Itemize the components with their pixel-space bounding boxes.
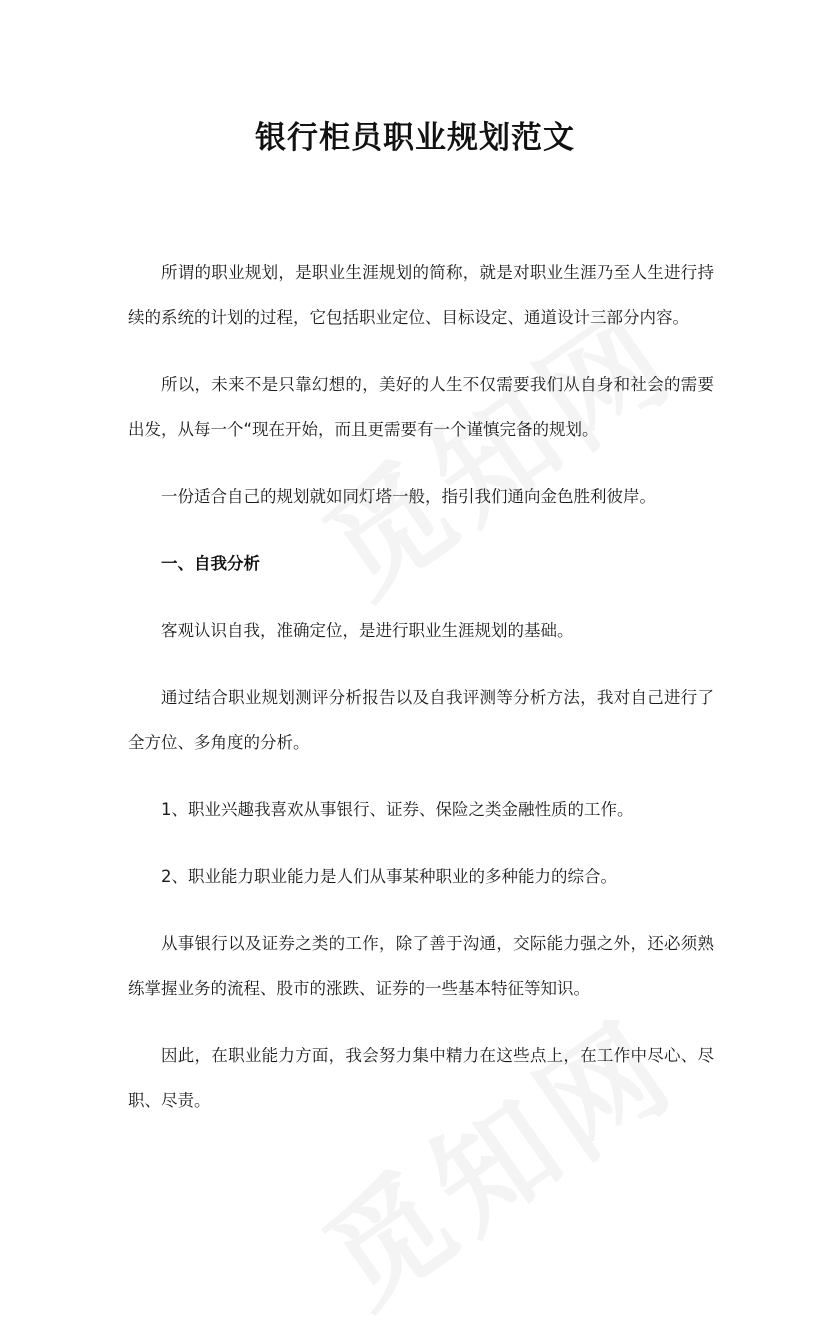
paragraph: 通过结合职业规划测评分析报告以及自我评测等分析方法，我对自己进行了全方位、多角度的分析。 <box>128 688 714 752</box>
paragraph: 所谓的职业规划，是职业生涯规划的简称，就是对职业生涯乃至人生进行持续的系统的计划的过程，它包括职业定位、目标设定、通道设计三部分内容。 <box>128 263 714 327</box>
document-title: 银行柜员职业规划范文 <box>255 120 575 156</box>
list-item: 1、职业兴趣我喜欢从事银行、证券、保险之类金融性质的工作。 <box>161 800 634 819</box>
paragraph: 所以，未来不是只靠幻想的，美好的人生不仅需要我们从自身和社会的需要出发，从每一个“现在开始，而且更需要有一个谨慎完备的规划。 <box>128 375 714 439</box>
list-item: 2、职业能力职业能力是人们从事某种职业的多种能力的综合。 <box>161 867 617 886</box>
paragraph: 从事银行以及证券之类的工作，除了善于沟通，交际能力强之外，还必须熟练掌握业务的流程、股市的涨跌、证券的一些基本特征等知识。 <box>128 934 714 998</box>
section-heading: 一、自我分析 <box>161 554 260 573</box>
document-body <box>128 250 714 1145</box>
paragraph: 因此，在职业能力方面，我会努力集中精力在这些点上，在工作中尽心、尽职、尽责。 <box>128 1046 714 1110</box>
paragraph: 一份适合自己的规划就如同灯塔一般，指引我们通向金色胜利彼岸。 <box>161 487 656 506</box>
paragraph: 客观认识自我，准确定位，是进行职业生涯规划的基础。 <box>161 621 574 640</box>
